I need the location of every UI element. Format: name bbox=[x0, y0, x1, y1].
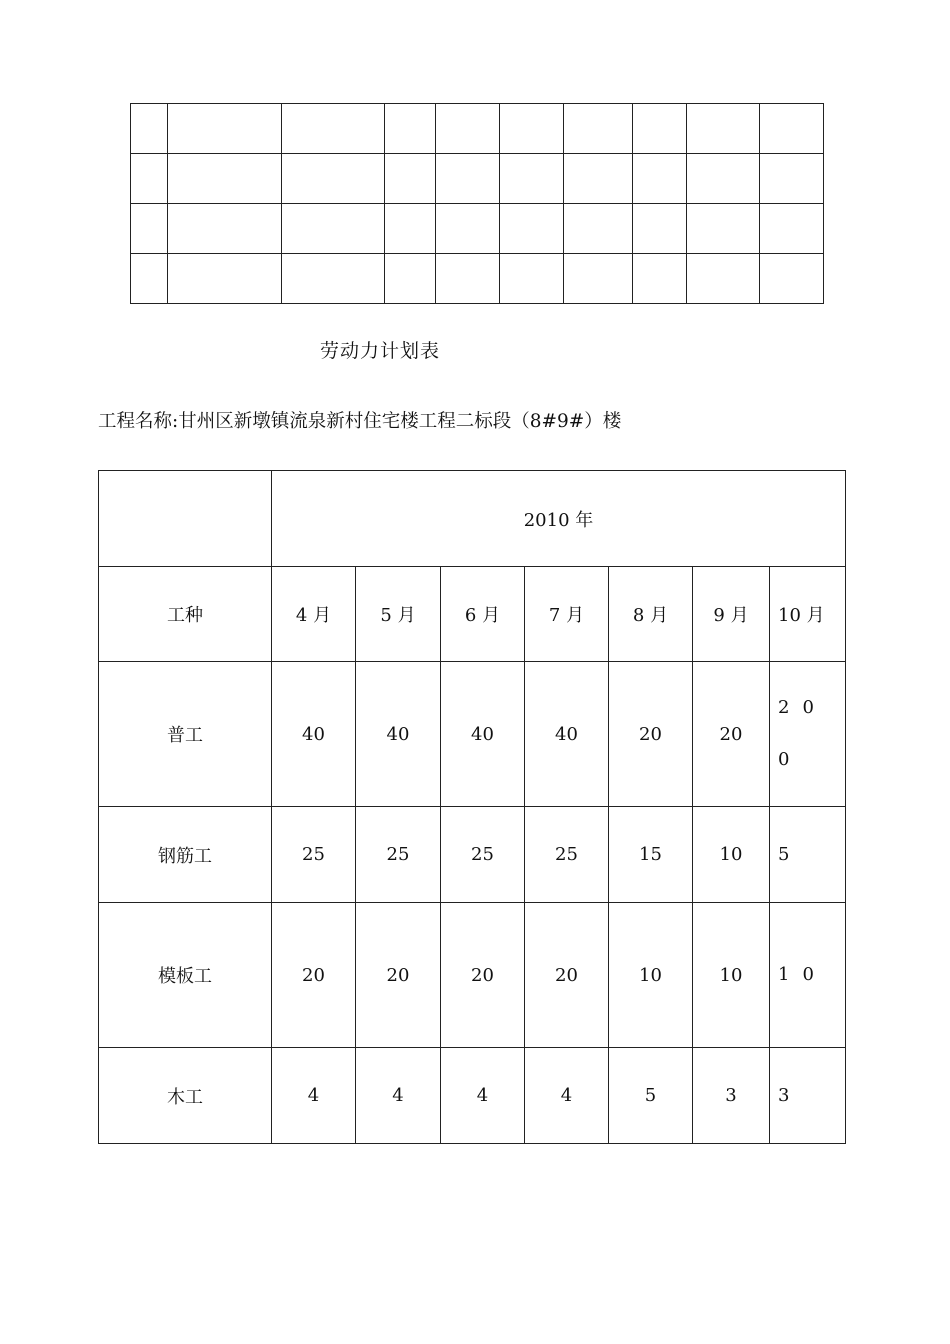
empty-cell bbox=[131, 204, 168, 254]
table-row bbox=[99, 1048, 846, 1144]
empty-cell bbox=[760, 104, 824, 154]
project-name-line: 工程名称:甘州区新墩镇流泉新村住宅楼工程二标段（8#9#）楼 bbox=[98, 411, 622, 432]
month-header-row bbox=[99, 567, 846, 662]
empty-cell bbox=[168, 154, 282, 204]
table-row bbox=[99, 807, 846, 903]
trade-name: 木工 bbox=[99, 1048, 272, 1144]
month-header: 7 月 bbox=[525, 567, 609, 662]
month-header: 10 月 bbox=[770, 567, 846, 662]
table-cell: 20 bbox=[272, 903, 356, 1048]
table-cell: 3 bbox=[693, 1048, 770, 1144]
table-cell: 3 bbox=[770, 1048, 846, 1144]
table-cell: 4 bbox=[272, 1048, 356, 1144]
empty-cell bbox=[436, 254, 500, 304]
empty-cell bbox=[282, 154, 385, 204]
trade-header: 工种 bbox=[99, 567, 272, 662]
wrapped-value: 10 bbox=[778, 964, 827, 985]
empty-cell bbox=[385, 154, 436, 204]
empty-cell bbox=[385, 254, 436, 304]
table-cell: 4 bbox=[525, 1048, 609, 1144]
table-cell: 25 bbox=[272, 807, 356, 903]
empty-cell bbox=[760, 204, 824, 254]
empty-cell bbox=[633, 154, 687, 204]
empty-cell bbox=[385, 204, 436, 254]
empty-cell bbox=[687, 104, 760, 154]
table-cell: 10 bbox=[693, 903, 770, 1048]
table-cell: 25 bbox=[441, 807, 525, 903]
table-cell: 40 bbox=[525, 662, 609, 807]
table-row bbox=[99, 903, 846, 1048]
trade-name: 模板工 bbox=[99, 903, 272, 1048]
empty-cell bbox=[633, 254, 687, 304]
empty-row bbox=[131, 204, 824, 254]
month-header: 4 月 bbox=[272, 567, 356, 662]
table-cell: 20 bbox=[525, 903, 609, 1048]
empty-cell bbox=[168, 254, 282, 304]
empty-cell bbox=[500, 204, 564, 254]
empty-cell bbox=[436, 154, 500, 204]
labor-plan-table bbox=[98, 470, 846, 1144]
table-cell: 20 bbox=[609, 662, 693, 807]
empty-cell bbox=[564, 154, 633, 204]
empty-cell bbox=[687, 204, 760, 254]
empty-cell bbox=[564, 254, 633, 304]
empty-cell bbox=[500, 254, 564, 304]
table-cell: 40 bbox=[441, 662, 525, 807]
corner-cell bbox=[99, 471, 272, 567]
empty-row bbox=[131, 254, 824, 304]
empty-cell bbox=[168, 204, 282, 254]
table-cell: 10 bbox=[609, 903, 693, 1048]
empty-cell bbox=[633, 104, 687, 154]
table-cell-wrapped bbox=[770, 903, 846, 1048]
empty-cell bbox=[760, 254, 824, 304]
table-cell: 20 bbox=[693, 662, 770, 807]
empty-row bbox=[131, 154, 824, 204]
table-row bbox=[99, 662, 846, 807]
empty-cell bbox=[168, 104, 282, 154]
empty-row bbox=[131, 104, 824, 154]
table-cell: 25 bbox=[356, 807, 441, 903]
month-header: 9 月 bbox=[693, 567, 770, 662]
empty-cell bbox=[564, 104, 633, 154]
trade-name: 普工 bbox=[99, 662, 272, 807]
table-cell-wrapped bbox=[770, 662, 846, 807]
empty-cell bbox=[385, 104, 436, 154]
table-cell: 25 bbox=[525, 807, 609, 903]
month-header: 8 月 bbox=[609, 567, 693, 662]
table-cell: 20 bbox=[441, 903, 525, 1048]
empty-cell bbox=[131, 104, 168, 154]
empty-cell bbox=[564, 204, 633, 254]
empty-cell bbox=[131, 154, 168, 204]
table-cell: 20 bbox=[356, 903, 441, 1048]
empty-cell bbox=[436, 204, 500, 254]
table-cell: 5 bbox=[770, 807, 846, 903]
empty-cell bbox=[282, 254, 385, 304]
table-cell: 4 bbox=[356, 1048, 441, 1144]
table-cell: 15 bbox=[609, 807, 693, 903]
table-cell: 5 bbox=[609, 1048, 693, 1144]
table-cell: 10 bbox=[693, 807, 770, 903]
table-cell: 4 bbox=[441, 1048, 525, 1144]
wrapped-value: 200 bbox=[778, 697, 827, 770]
empty-cell bbox=[500, 104, 564, 154]
empty-cell bbox=[282, 104, 385, 154]
empty-cell bbox=[131, 254, 168, 304]
year-header-row bbox=[99, 471, 846, 567]
month-header: 5 月 bbox=[356, 567, 441, 662]
empty-cell bbox=[500, 154, 564, 204]
page-title: 劳动力计划表 bbox=[319, 340, 440, 362]
empty-cell bbox=[633, 204, 687, 254]
empty-cell bbox=[760, 154, 824, 204]
year-header: 2010 年 bbox=[272, 471, 846, 567]
empty-cell bbox=[687, 254, 760, 304]
empty-cell bbox=[436, 104, 500, 154]
month-header: 6 月 bbox=[441, 567, 525, 662]
trade-name: 钢筋工 bbox=[99, 807, 272, 903]
empty-top-table bbox=[130, 103, 824, 304]
empty-cell bbox=[687, 154, 760, 204]
empty-cell bbox=[282, 204, 385, 254]
table-cell: 40 bbox=[272, 662, 356, 807]
table-cell: 40 bbox=[356, 662, 441, 807]
